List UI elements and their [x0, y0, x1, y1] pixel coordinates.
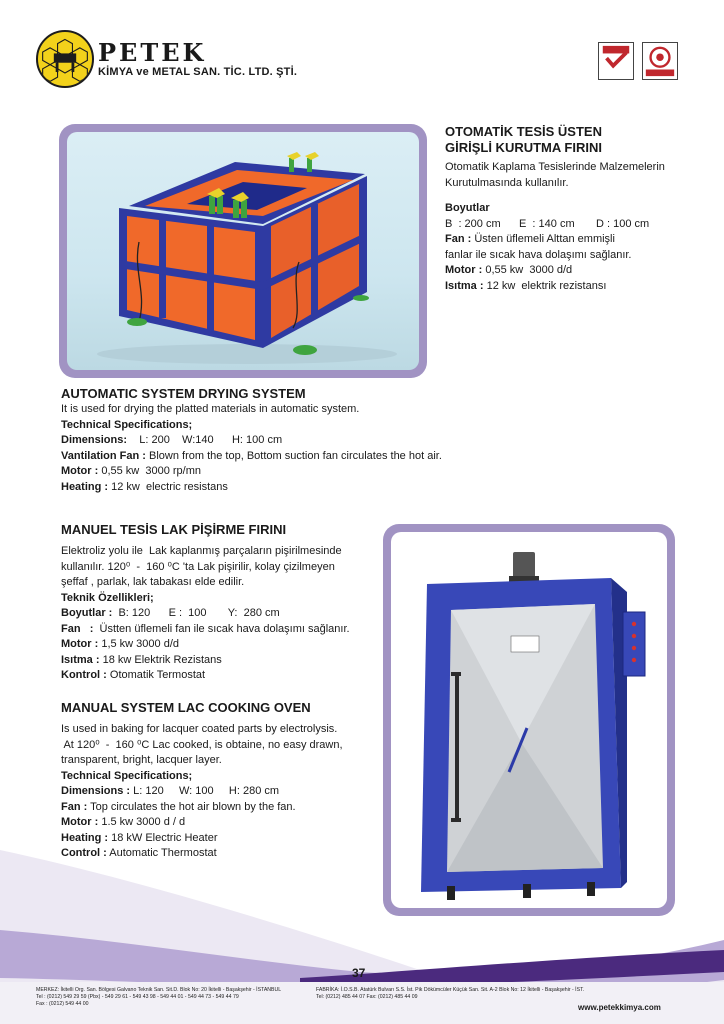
tr-lac-title: MANUEL TESİS LAK PİŞİRME FIRINI: [61, 522, 287, 537]
turkak-certificate-badge: [642, 42, 678, 80]
tr-lac-heat-value: 18 kw Elektrik Rezistans: [99, 653, 222, 666]
en-drying-desc: It is used for drying the platted materials in automatic system.: [61, 403, 360, 415]
en-lac-heat-value: 18 kW Electric Heater: [108, 831, 218, 844]
footer-factory-tel: Tel: (0212) 485 44 07 Fax: (0212) 485 44 09: [316, 994, 418, 1000]
website-link[interactable]: www.petekkimya.com: [578, 1003, 661, 1012]
en-lac-heat-label: Heating :: [61, 831, 109, 844]
footer-hq-tel: Tel : (0212) 549 29 59 (Pbx) - 549 29 61 - 549 43 98 - 549 44 01 - 549 44 73 - 549 44 79: [36, 994, 239, 1000]
tr-drying-desc-line1: Otomatik Kaplama Tesislerinde Malzemelerin: [445, 161, 665, 173]
tr-drying-fan-value: Üsten üflemeli Alttan emmişli: [471, 233, 615, 245]
tr-lac-desc-line1: Elektroliz yolu ile Lak kaplanmış parçaların pişirilmesinde: [61, 545, 342, 557]
tr-lac-desc-line3: şeffaf , parlak, lak tabakası elde edilir.: [61, 576, 245, 588]
en-drying-spec-label: Technical Specifications;: [61, 418, 193, 431]
iso-certificate-badge: [598, 42, 634, 80]
petek-logo: [36, 30, 94, 88]
en-drying-heat-label: Heating :: [61, 480, 109, 493]
tr-drying-fan-label: Fan :: [445, 233, 472, 245]
en-lac-motor-label: Motor :: [61, 816, 99, 828]
en-lac-spec-label: Technical Specifications;: [61, 769, 193, 782]
en-drying-heat-value: 12 kw electric resistans: [108, 480, 228, 493]
tr-drying-furnace-block: [445, 124, 690, 294]
page-number: 37: [352, 966, 366, 980]
tr-drying-heat-value: 12 kw elektrik rezistansı: [483, 279, 607, 292]
brand-subtitle: KİMYA ve METAL SAN. TİC. LTD. ŞTİ.: [98, 66, 298, 78]
tr-lac-spec-label: Teknik Özellikleri;: [61, 591, 154, 604]
en-drying-system-block: [61, 386, 521, 495]
footer-factory-address: FABRİKA: İ.O.S.B. Atatürk Bulvarı S.S. İst. Pik Dökümcüler Küçük San. Sit. A-2 Blok No: 12 İkitelli - Başakşehir - İST.: [316, 987, 585, 993]
drying-furnace-image: [67, 132, 419, 370]
en-lac-title: MANUAL SYSTEM LAC COOKING OVEN: [61, 700, 311, 715]
en-lac-desc-line2: At 120⁰ - 160 ⁰C Lac cooked, is obtaine, no easy drawn,: [61, 738, 343, 751]
honeycomb-logo-icon: [38, 32, 92, 86]
tr-drying-title-line2: GİRİŞLİ KURUTMA FIRINI: [445, 140, 602, 155]
en-lac-desc-line1: Is used in baking for lacquer coated parts by electrolysis.: [61, 723, 338, 735]
tr-drying-dims-label: Boyutlar: [445, 202, 490, 214]
en-drying-dims-value: L: 200 W:140 H: 100 cm: [127, 434, 283, 446]
tr-lac-heat-label: Isıtma :: [61, 653, 100, 666]
tr-drying-fan-value2: fanlar ile sıcak hava dolaşımı sağlanır.: [445, 248, 632, 261]
en-drying-vent-value: Blown from the top, Bottom suction fan circulates the hot air.: [145, 449, 442, 462]
tr-lac-fan-value: Üstten üflemeli fan ile sıcak hava dolaşımı sağlanır.: [93, 622, 350, 635]
tr-drying-motor-label: Motor :: [445, 264, 483, 276]
en-lac-dims-value: L: 120 W: 100 H: 280 cm: [130, 785, 280, 797]
tr-drying-heat-label: Isıtma :: [445, 279, 484, 292]
en-drying-title: AUTOMATIC SYSTEM DRYING SYSTEM: [61, 386, 306, 401]
tr-drying-dims-value: B : 200 cm E : 140 cm D : 100 cm: [445, 217, 650, 230]
footer-factory: [316, 987, 646, 1001]
en-lac-control-label: Control :: [61, 847, 107, 859]
en-drying-motor-value: 0,55 kw 3000 rp/mn: [98, 465, 201, 477]
en-lac-control-value: Automatic Thermostat: [106, 847, 217, 859]
en-lac-fan-value: Top circulates the hot air blown by the fan.: [87, 800, 296, 813]
footer-headquarters: [36, 987, 326, 1008]
tr-drying-desc-line2: Kurutulmasında kullanılır.: [445, 176, 569, 189]
tr-drying-title-line1: OTOMATİK TESİS ÜSTEN: [445, 124, 602, 139]
footer-hq-address: MERKEZ: İkitelli Org. San. Bölgesi Galvano Teknik San. Sit.D. Blok No: 20 İkitelli - Başakşehir - İSTANBUL: [36, 987, 282, 993]
tr-lac-control-value: Otomatik Termostat: [106, 669, 206, 681]
en-lac-motor-value: 1.5 kw 3000 d / d: [98, 816, 186, 828]
en-drying-dims-label: Dimensions:: [61, 434, 128, 446]
en-lac-fan-label: Fan :: [61, 800, 88, 813]
brand-name: PETEK: [98, 38, 207, 67]
en-lac-dims-label: Dimensions :: [61, 785, 131, 797]
en-drying-vent-label: Vantilation Fan :: [61, 449, 146, 462]
tr-lac-motor-value: 1,5 kw 3000 d/d: [98, 638, 179, 650]
drying-furnace-photo-frame: [59, 124, 427, 378]
tr-lac-dims-value: B: 120 E : 100 Y: 280 cm: [112, 607, 280, 619]
en-lac-desc-line3: transparent, bright, lacquer layer.: [61, 754, 222, 766]
tr-lac-oven-block: [61, 522, 381, 684]
tr-lac-motor-label: Motor :: [61, 638, 99, 650]
en-drying-motor-label: Motor :: [61, 465, 99, 477]
footer-hq-fax: Fax : (0212) 549 44 00: [36, 1001, 89, 1007]
tr-drying-motor-value: 0,55 kw 3000 d/d: [482, 264, 573, 276]
checkmark-icon: [607, 53, 627, 66]
tr-lac-fan-label: Fan :: [61, 622, 94, 635]
tr-lac-desc-line2: kullanılır. 120⁰ - 160 ⁰C 'ta Lak pişirilir, kolay çizilmeyen: [61, 560, 335, 573]
tr-lac-control-label: Kontrol :: [61, 669, 107, 681]
tr-lac-dims-label: Boyutlar :: [61, 607, 113, 619]
